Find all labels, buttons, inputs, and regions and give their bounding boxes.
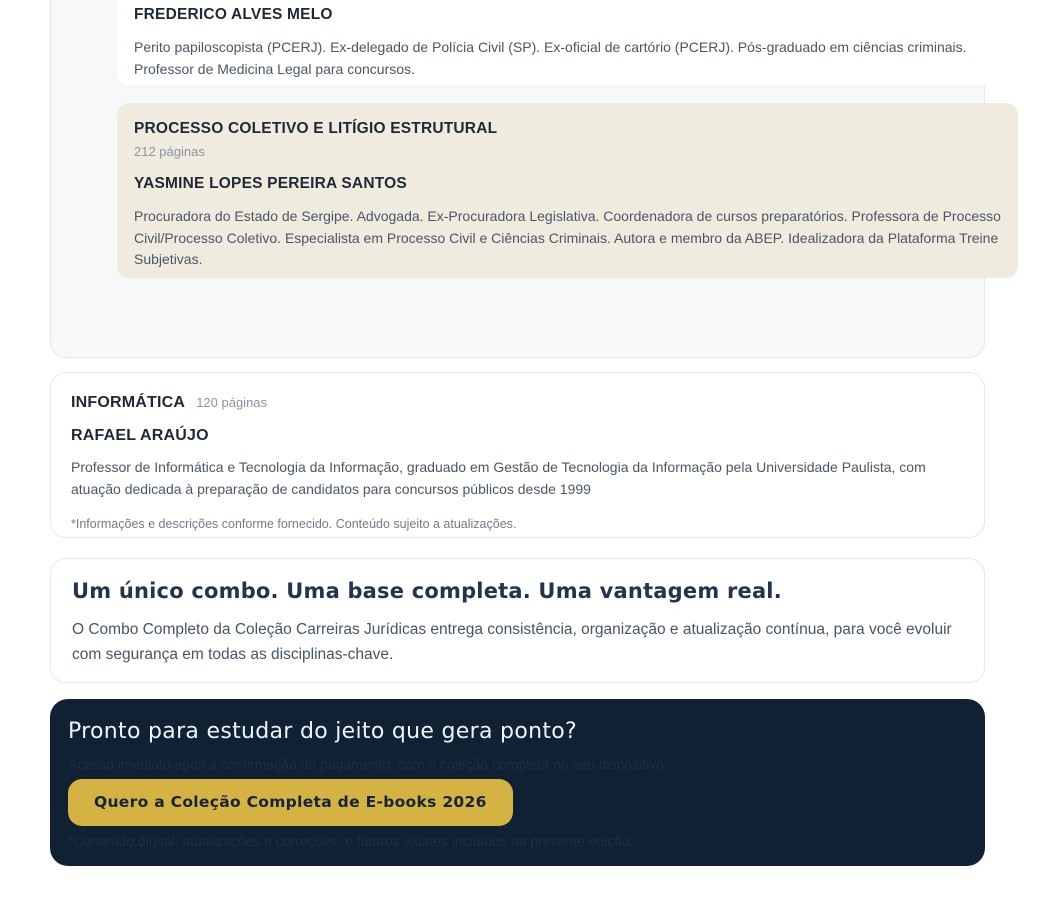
- book-title: INFORMÁTICA: [71, 394, 186, 411]
- content-disclaimer: *Informações e descrições conforme fornecido. Conteúdo sujeito a atualizações.: [71, 517, 517, 531]
- book-group-section: [50, 0, 1001, 358]
- book-title-row: [71, 373, 964, 412]
- book-title: PROCESSO COLETIVO E LITÍGIO ESTRUTURAL: [134, 120, 498, 137]
- combo-heading: Um único combo. Uma base completa. Uma vantagem real.: [72, 579, 782, 603]
- book-author: RAFAEL ARAÚJO: [71, 427, 209, 444]
- book-author: YASMINE LOPES PEREIRA SANTOS: [134, 175, 407, 192]
- buy-collection-button[interactable]: Quero a Coleção Completa de E-books 2026: [68, 779, 513, 826]
- cta-heading: Pronto para estudar do jeito que gera ponto?: [68, 719, 577, 744]
- cta-card: [50, 699, 985, 866]
- book-card-processo-coletivo: [117, 103, 1018, 278]
- book-author-bio: Perito papiloscopista (PCERJ). Ex-delegado de Polícia Civil (SP). Ex-oficial de cartório (PCERJ). Pós-graduado em ciências criminais. Professor de Medicina Legal para concursos.: [134, 39, 967, 77]
- book-page-count: 212 páginas: [134, 144, 205, 159]
- cta-note-top: Acesso imediato após a confirmação do pagamento, com a coleção completa no seu dispositivo.: [68, 756, 669, 772]
- combo-pitch-card: [50, 558, 985, 683]
- book-page-count: 120 páginas: [196, 395, 268, 410]
- book-author-bio: Professor de Informática e Tecnologia da Informação, graduado em Gestão de Tecnologia da Informação pela Universidade Paulista, com atuação dedicada à preparação de candidatos para concursos públicos desde 1999: [71, 459, 926, 497]
- book-card-informatica: [50, 372, 985, 538]
- book-author-bio: Procuradora do Estado de Sergipe. Advogada. Ex-Procuradora Legislativa. Coordenadora de cursos preparatórios. Professora de Processo Civil/Processo Coletivo. Especialista em Processo Civil e Ciências Criminais. Autora e membro da ABEP. Idealizadora da Plataforma Treine Subjetivas.: [134, 208, 1001, 267]
- cta-note-bottom: *Conteúdo digital: atualizações e correções, e futuros ajustes incluídos na presente edição.: [68, 833, 634, 849]
- book-card-medicina-legal: [117, 0, 1018, 85]
- book-author: FREDERICO ALVES MELO: [134, 6, 333, 23]
- combo-description: O Combo Completo da Coleção Carreiras Jurídicas entrega consistência, organização e atualização contínua, para você evoluir com segurança em todas as disciplinas-chave.: [72, 621, 952, 663]
